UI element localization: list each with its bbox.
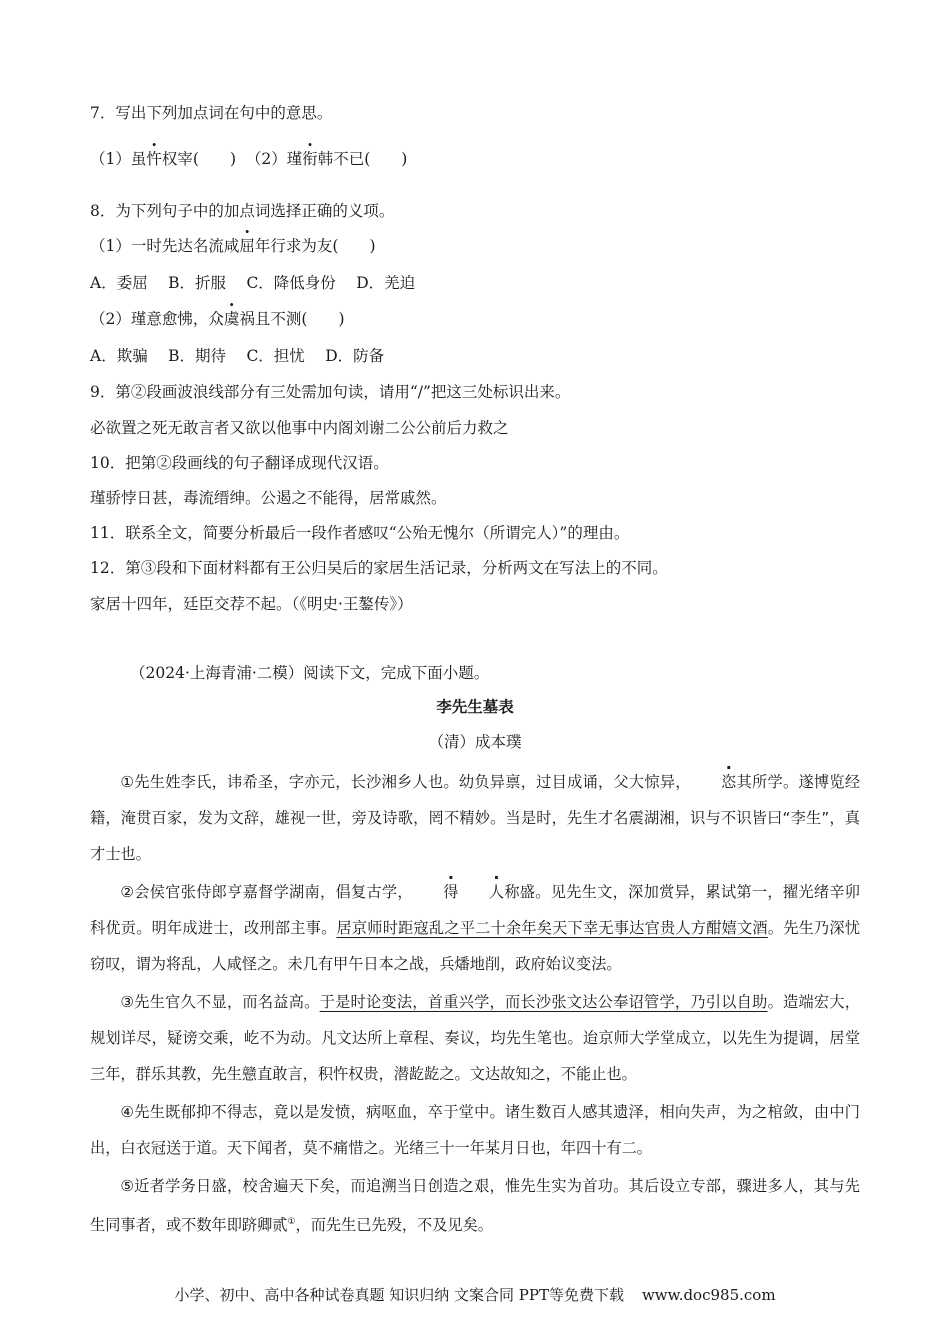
- footer-text: 小学、初中、高中各种试卷真题 知识归纳 文案合同 PPT等免费下载: [174, 1286, 624, 1304]
- essay-body: [90, 764, 860, 1243]
- q12-stem: 12．第③段和下面材料都有王公归吴后的家居生活记录，分析两文在写法上的不同。: [90, 559, 668, 577]
- q8-s1-options: A．委屈 B．折服 C．降低身份 D．羌迫: [90, 274, 416, 292]
- q7-item1-pre: （1）虽: [90, 150, 147, 168]
- q7-item2-post: 韩不已( ): [317, 150, 408, 168]
- essay-p3-underlined: 于是时论变法，首重兴学，而长沙张文达公奉诏管学，乃引以自助: [319, 993, 768, 1011]
- q9-text: 必欲置之死无敢言者又欲以他事中内阁刘谢二公公前后力救之: [90, 419, 509, 437]
- essay-title: 李先生墓表: [436, 697, 514, 716]
- essay-paragraph-2: ②会侯官张侍郎亨嘉督学湖南，倡复古学， 得 人称盛。见先生文，深加赏异，累试第一，擢光绪辛卯科优贡。明年成进士，改刑部主事。居京师时距寇乱之平二十余年矣天下幸无事达官贵人方酣嬉文酒。先生乃深忧窃叹，谓为将乱，人咸怪之。未几有甲午日本之战，兵燔地削，政府始议变法。: [90, 883, 861, 973]
- q8-sentence2: [90, 308, 345, 330]
- q8-s2-pre: （2）瑾意愈怫，众: [90, 310, 224, 328]
- footer-url[interactable]: www.doc985.com: [641, 1286, 776, 1304]
- q7-item1-dotted: 忤: [146, 150, 162, 168]
- q12-text: 家居十四年，廷臣交荐不起。（《明史·王鏊传》）: [90, 595, 413, 613]
- section-intro: （2024·上海青浦·二模）阅读下文，完成下面小题。: [130, 664, 490, 682]
- q8-stem: 8．为下列句子中的加点词选择正确的义项。: [90, 202, 395, 220]
- q8-s2-options: A．欺骗 B．期待 C．担忧 D．防备: [90, 347, 385, 365]
- essay-author: （清）成本璞: [428, 733, 522, 751]
- q7-items: [90, 148, 407, 170]
- essay-p2-underlined: 居京师时距寇乱之平二十余年矣天下幸无事达官贵人方酣嬉文酒: [336, 919, 768, 937]
- essay-paragraph-4: ④先生既郁抑不得志，竟以是发愤，病呕血，卒于堂中。诸生数百人感其遗泽，相向失声，为之棺敛，由中门出，白衣冠送于道。天下闻者，莫不痛惜之。光绪三十一年某月日也，年四十有二。: [90, 1103, 860, 1157]
- essay-paragraph-3: ③先生官久不显，而名益高。于是时论变法，首重兴学，而长沙张文达公奉诏管学，乃引以自助。造端宏大，规划详尽，疑谤交乘，屹不为动。凡文达所上章程、奏议，均先生笔也。迨京师大学堂成立，以先生为提调，居堂三年，群乐其教，先生戆直敢言，积忤权贵，潜龁龁之。文达故知之，不能止也。: [90, 993, 860, 1083]
- q8-sentence1: [90, 235, 376, 257]
- essay-p1-dotted: 恣: [721, 773, 737, 791]
- q8-s2-dotted: 虞: [223, 310, 240, 328]
- q10-text: 瑾骄悖日甚，毒流缙绅。公遏之不能得，居常戚然。: [90, 489, 447, 507]
- q8-s2-post: 祸且不测( ): [239, 310, 345, 328]
- q7-stem: 7．写出下列加点词在句中的意思。: [90, 104, 333, 122]
- page-footer: [0, 1284, 950, 1305]
- q11-stem: 11．联系全文，简要分析最后一段作者感叹“公殆无愧尔（所谓完人）”的理由。: [90, 524, 630, 542]
- essay-paragraph-1: ①先生姓李氏，讳希圣，字亦元，长沙湘乡人也。幼负异禀，过目成诵，父大惊异， 恣其所学。遂博览经籍，淹贯百家，发为文辞，雄视一世，旁及诗歌，罔不精妙。当是时，先生才名震湖湘，识与不识皆曰“李生”，真才士也。: [90, 764, 860, 872]
- q8-s1-dotted: 屈: [239, 237, 255, 255]
- footnote-marker: ①: [287, 1217, 296, 1227]
- q10-stem: 10．把第②段画线的句子翻译成现代汉语。: [90, 454, 389, 472]
- q7-item1-post: 权宰( ): [161, 150, 236, 168]
- q8-s1-pre: （1）一时先达名流咸: [90, 237, 240, 255]
- q9-stem: 9．第②段画波浪线部分有三处需加句读，请用“/”把这三处标识出来。: [90, 383, 571, 401]
- q7-item2-dotted: 衔: [302, 150, 318, 168]
- essay-paragraph-5: ⑤近者学务日盛，校舍遍天下矣，而追溯当日创造之艰，惟先生实为首功。其后设立专部，骤进多人，其与先生同事者，或不数年即跻卿贰①，而先生已先殁，不及见矣。: [90, 1177, 860, 1235]
- q7-item2-pre: （2）瑾: [245, 150, 303, 168]
- q8-s1-post: 年行求为友( ): [254, 237, 376, 255]
